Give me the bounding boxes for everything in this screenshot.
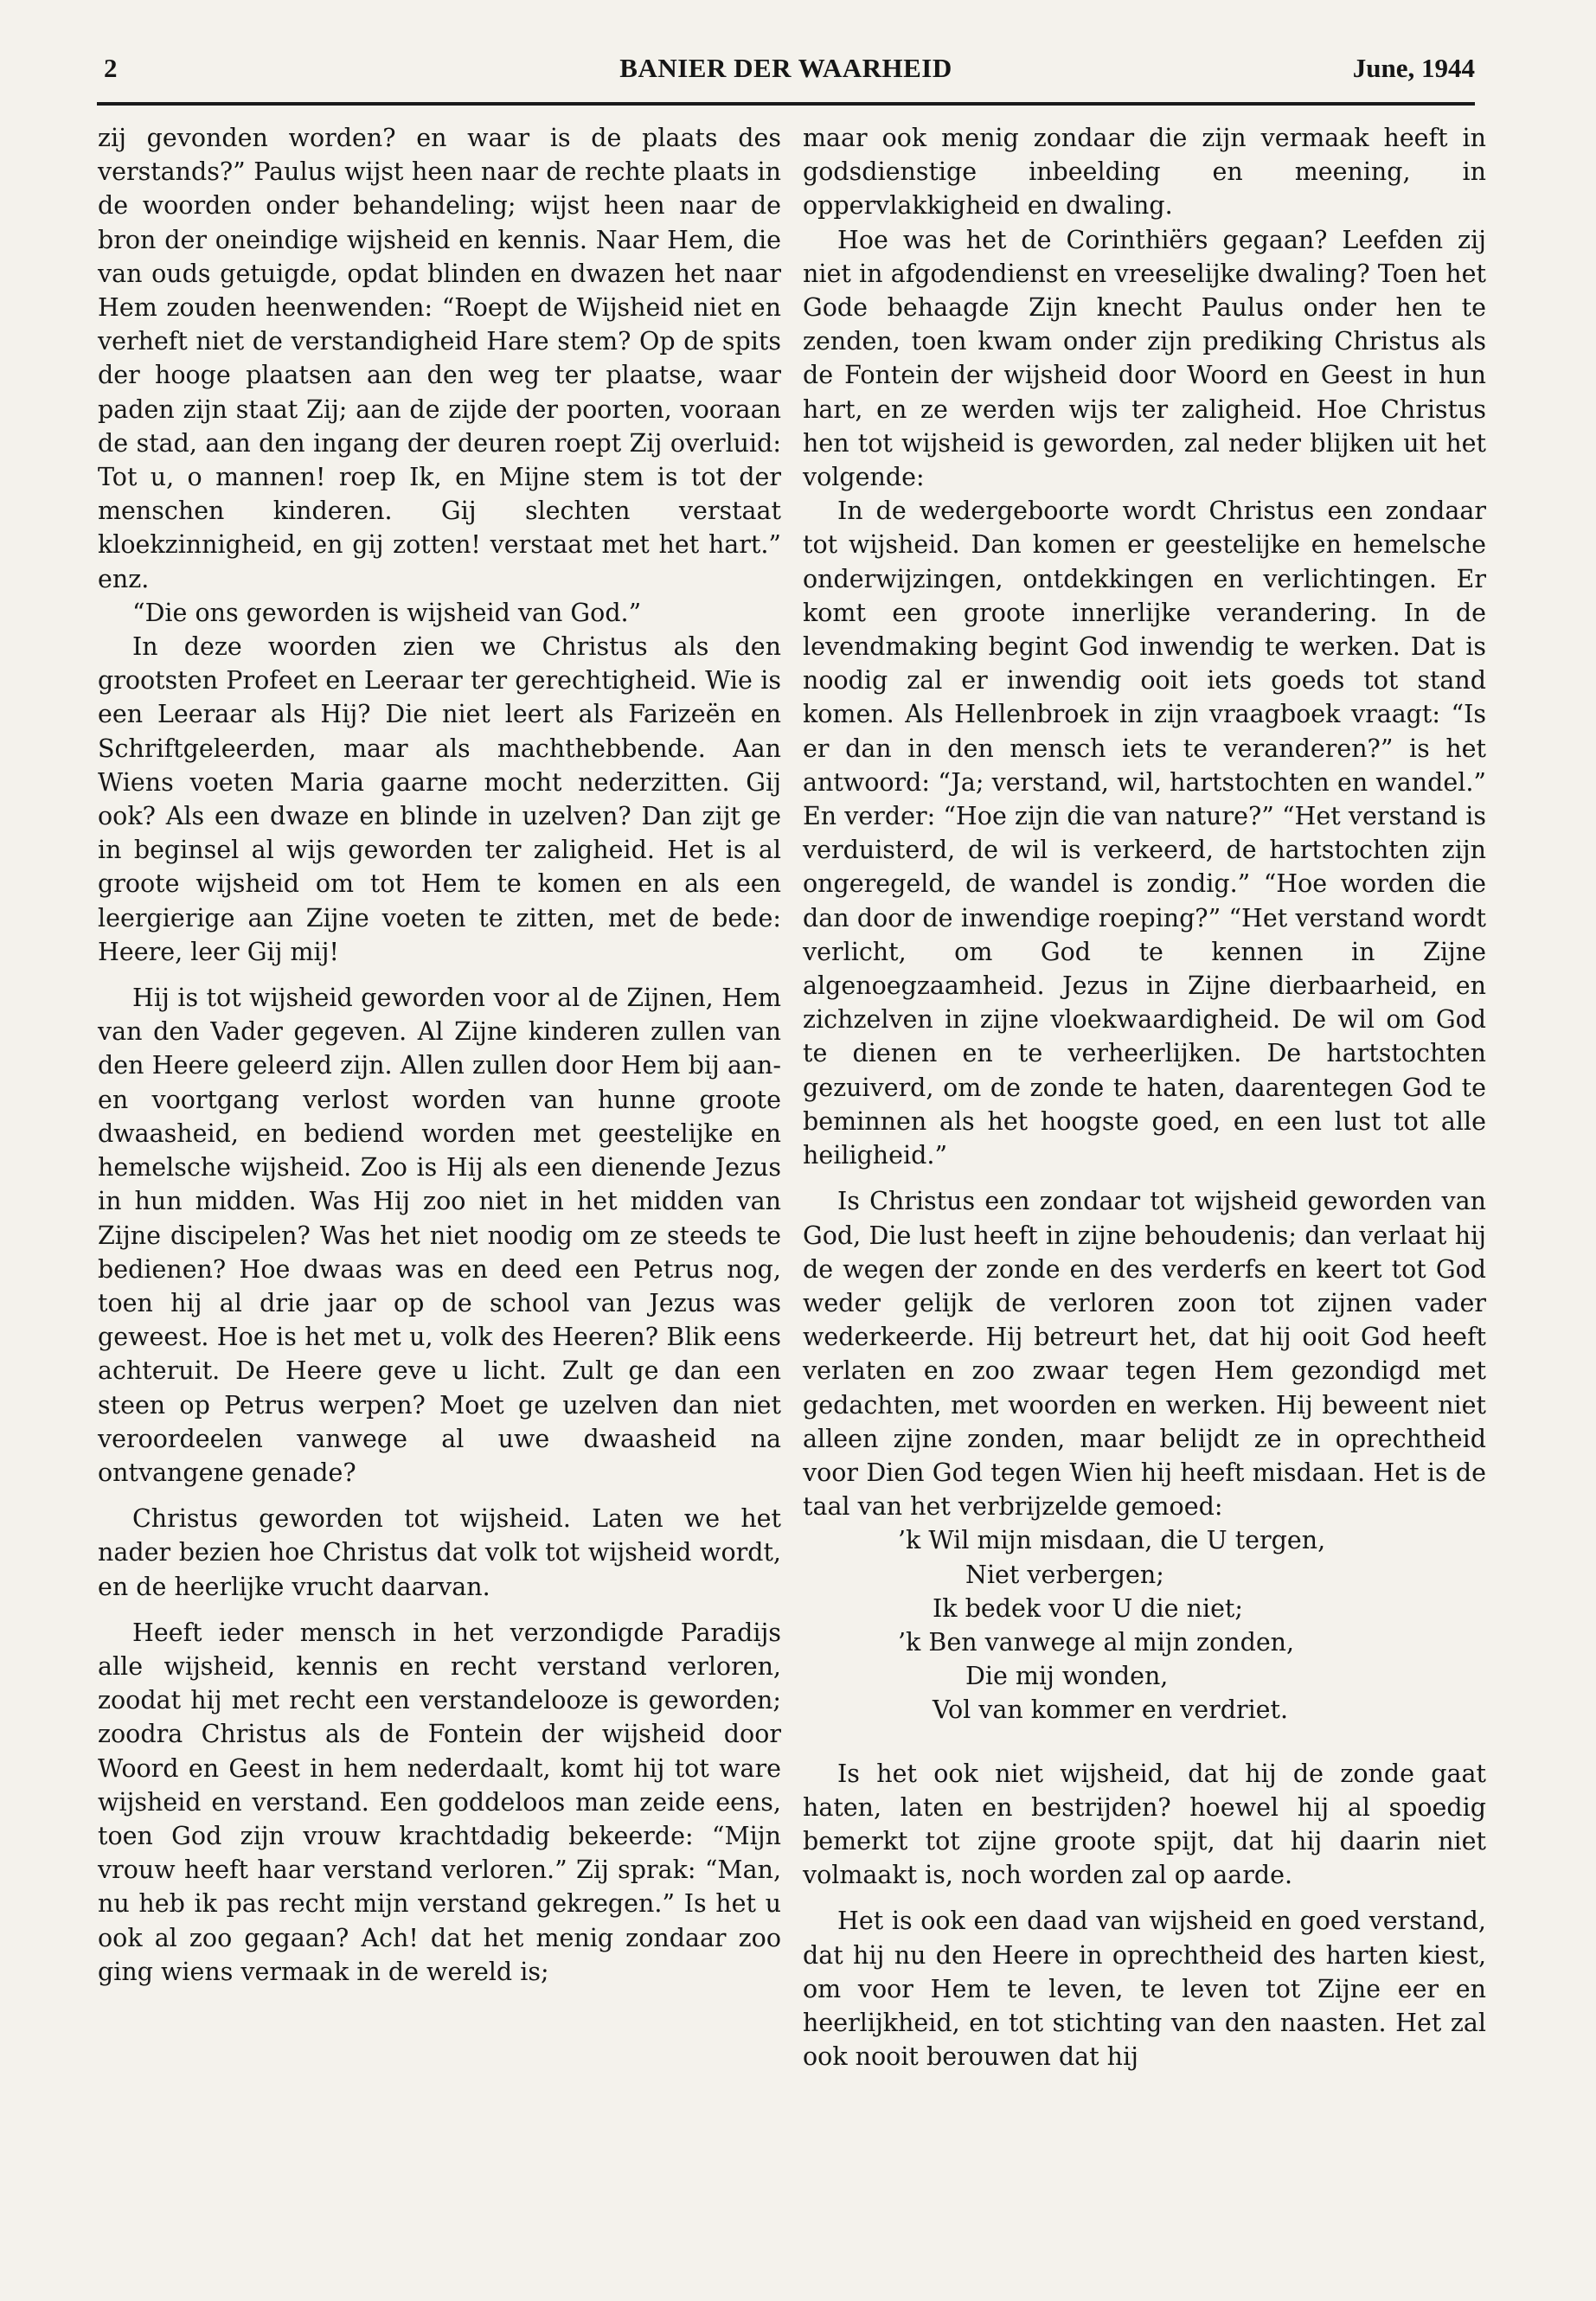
poem-line: Die mij wonden, xyxy=(965,1662,1169,1691)
paragraph: In deze woorden zien we Christus als den grootsten Profeet en Leeraar ter gerechtigheid. Wie is een Leeraar als Hij? Die niet leert als Farizeën en Schriftgeleerden, maar als machthebbende. Aan Wiens voeten Maria gaarne mocht nederzitten. Gij ook? Als een dwaze en blinde in uzelven? Dan zijt ge in beginsel al wijs geworden ter zaligheid. Het is al groote wijsheid om tot Hem te komen en als een leergierige aan Zijne voeten te zitten, met de bede: Heere, leer Gij mij! xyxy=(98,632,781,966)
paragraph: zij gevonden worden? en waar is de plaats des verstands?” Paulus wijst heen naar de rechte plaats in de woorden onder behandeling; wijst heen naar de bron der oneindige wijsheid en kennis. Naar Hem, die van ouds getuigde, opdat blinden en dwazen het naar Hem zouden heenwenden: “Roept de Wijsheid niet en verheft niet de verstandigheid Hare stem? Op de spits der hooge plaatsen aan den weg ter plaatse, waar paden zijn staat Zij; aan de zijde der poorten, vooraan de stad, aan den ingang der deuren roept Zij overluid: Tot u, o mannen! roep Ik, en Mijne stem is tot der menschen kinderen. Gij slechten verstaat kloekzinnigheid, en gij zotten! verstaat met het hart.” enz. xyxy=(98,124,781,593)
poem-line: ’k Wil mijn misdaan, die U tergen, xyxy=(898,1526,1326,1555)
paragraph: maar ook menig zondaar die zijn vermaak heeft in godsdienstige inbeelding en meening, in oppervlakkigheid en dwaling. xyxy=(803,124,1486,221)
paragraph: Is Christus een zondaar tot wijsheid geworden van God, Die lust heeft in zijne behoudenis; dan verlaat hij de wegen der zonde en des verderfs en keert tot God weder gelijk de verloren zoon tot zijnen vader wederkeerde. Hij betreurt het, dat hij ooit God heeft verlaten en zoo zwaar tegen Hem gezondigd met gedachten, met woorden en werken. Hij beweent niet alleen zijne zonden, maar belijdt ze in oprechtheid voor Dien God tegen Wien hij heeft misdaan. Het is de taal van het verbrijzelde gemoed: xyxy=(803,1187,1486,1522)
paragraph: Hij is tot wijsheid geworden voor al de Zijnen, Hem van den Vader gegeven. Al Zijne kinderen zullen van den Heere geleerd zijn. Allen zullen door Hem bij aan- en voortgang verlost worden van hunne groote dwaasheid, en bediend worden met geestelijke en hemelsche wijsheid. Zoo is Hij als een dienende Jezus in hun midden. Was Hij zoo niet in het midden van Zijne discipelen? Was het niet noodig om ze steeds te bedienen? Hoe dwaas was en deed een Petrus nog, toen hij al drie jaar op de school van Jezus was geweest. Hoe is het met u, volk des Heeren? Blik eens achteruit. De Heere geve u licht. Zult ge dan een steen op Petrus werpen? Moet ge uzelven dan niet veroordeelen vanwege al uwe dwaasheid na ontvangene genade? xyxy=(98,984,781,1487)
paragraph: “Die ons geworden is wijsheid van God.” xyxy=(132,598,642,627)
poem-stanza xyxy=(803,1523,1486,1727)
paragraph: In de wedergeboorte wordt Christus een zondaar tot wijsheid. Dan komen er geestelijke en hemelsche onderwijzingen, ontdekkingen en verlichtingen. Er komt een groote innerlijke verandering. In de levendmaking begint God inwendig te werken. Dat is noodig zal er inwendig ooit iets goeds tot stand komen. Als Hellenbroek in zijn vraagboek vraagt: “Is er dan in den mensch iets te veranderen?” is het antwoord: “Ja; verstand, wil, hartstochten en wandel.” En verder: “Hoe zijn die van nature?” “Het verstand is verduisterd, de wil is verkeerd, de hartstochten zijn ongeregeld, de wandel is zondig.” “Hoe worden die dan door de inwendige roeping?” “Het verstand wordt verlicht, om God te kennen in Zijne algenoegzaamheid. Jezus in Zijne dierbaarheid, en zichzelven in zijne vloekwaardigheid. De wil om God te dienen en te verheerlijken. De hartstochten gezuiverd, om de zonde te haten, daarentegen God te beminnen als het hoogste goed, en een lust tot alle heiligheid.” xyxy=(803,497,1486,1170)
poem-line: Ik bedek voor U die niet; xyxy=(933,1593,1243,1623)
page-number: 2 xyxy=(104,53,118,83)
paragraph: Heeft ieder mensch in het verzondigde Paradijs alle wijsheid, kennis en recht verstand verloren, zoodat hij met recht een verstandelooze is geworden; zoodra Christus als de Fontein der wijsheid door Woord en Geest in hem nederdaalt, komt hij tot ware wijsheid en verstand. Een goddeloos man zeide eens, toen God zijn vrouw krachtdadig bekeerde: “Mijn vrouw heeft haar verstand verloren.” Zij sprak: “Man, nu heb ik pas recht mijn verstand gekregen.” Is het u ook al zoo gegaan? Ach! dat het menig zondaar zoo ging wiens vermaak in de wereld is; xyxy=(98,1618,781,1986)
poem-line: Vol van kommer en verdriet. xyxy=(933,1695,1289,1725)
header-rule xyxy=(97,102,1475,106)
paragraph: Christus geworden tot wijsheid. Laten we het nader bezien hoe Christus dat volk tot wijsheid wordt, en de heerlijke vrucht daarvan. xyxy=(98,1504,781,1601)
left-column xyxy=(98,121,781,1989)
right-column xyxy=(803,121,1486,2073)
page-header xyxy=(97,48,1475,89)
paragraph: Het is ook een daad van wijsheid en goed verstand, dat hij nu den Heere in oprechtheid des harten kiest, om voor Hem te leven, te leven tot Zijne eer en heerlijkheid, en tot stichting van den naasten. Het zal ook nooit berouwen dat hij xyxy=(803,1907,1486,2072)
paragraph: Is het ook niet wijsheid, dat hij de zonde gaat haten, laten en bestrijden? hoewel hij al spoedig bemerkt tot zijne groote spijt, dat hij daarin niet volmaakt is, noch worden zal op aarde. xyxy=(803,1759,1486,1890)
poem-line: Niet verbergen; xyxy=(965,1560,1164,1589)
issue-date: June, 1944 xyxy=(1352,53,1475,83)
poem-line: ’k Ben vanwege al mijn zonden, xyxy=(898,1627,1295,1657)
paragraph: Hoe was het de Corinthiërs gegaan? Leefden zij niet in afgodendienst en vreeselijke dwaling? Toen het Gode behaagde Zijn knecht Paulus onder hen te zenden, toen kwam onder zijn prediking Christus als de Fontein der wijsheid door Woord en Geest in hun hart, en ze werden wijs ter zaligheid. Hoe Christus hen tot wijsheid is geworden, zal neder blijken uit het volgende: xyxy=(803,225,1486,492)
journal-title: BANIER DER WAARHEID xyxy=(619,53,952,83)
